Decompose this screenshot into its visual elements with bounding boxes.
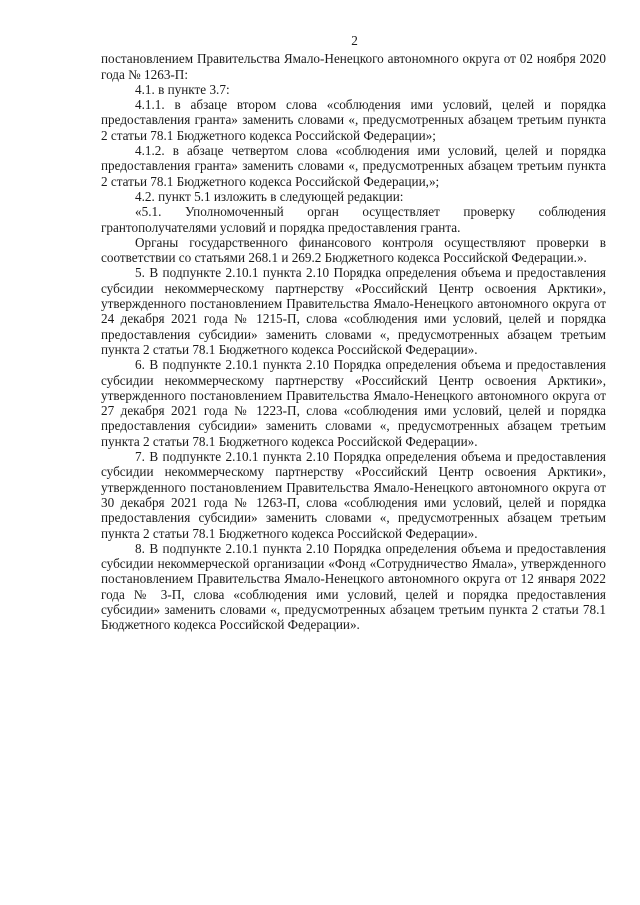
paragraph-10: 7. В подпункте 2.10.1 пункта 2.10 Порядка определения объема и предоставления субсидии некоммерческому партнерству «Российский Центр освоения Арктики», утвержденного постановлением Правительства Ямало-Ненецкого автономного округа от 30 декабря 2021 года № 1263-П, слова «соблюдения ими условий, целей и порядка предоставления субсидии» заменить словами «, предусмотренных абзацем третьим пункта 2 статьи 78.1 Бюджетного кодекса Российской Федерации». <box>101 449 606 541</box>
paragraph-9: 6. В подпункте 2.10.1 пункта 2.10 Порядка определения объема и предоставления субсидии некоммерческому партнерству «Российский Центр освоения Арктики», утвержденного постановлением Правительства Ямало-Ненецкого автономного округа от 27 декабря 2021 года № 1223-П, слова «соблюдения ими условий, целей и порядка предоставления субсидии» заменить словами «, предусмотренных абзацем третьим пункта 2 статьи 78.1 Бюджетного кодекса Российской Федерации». <box>101 357 606 449</box>
document-body <box>101 51 606 632</box>
page-number: 2 <box>351 33 358 48</box>
paragraph-8: 5. В подпункте 2.10.1 пункта 2.10 Порядка определения объема и предоставления субсидии некоммерческому партнерству «Российский Центр освоения Арктики», утвержденного постановлением Правительства Ямало-Ненецкого автономного округа от 24 декабря 2021 года № 1215-П, слова «соблюдения ими условий, целей и порядка предоставления субсидии» заменить словами «, предусмотренных абзацем третьим пункта 2 статьи 78.1 Бюджетного кодекса Российской Федерации». <box>101 265 606 357</box>
paragraph-3: 4.1.1. в абзаце втором слова «соблюдения ими условий, целей и порядка предоставления гранта» заменить словами «, предусмотренных абзацем третьим пункта 2 статьи 78.1 Бюджетного кодекса Российской Федерации»; <box>101 97 606 143</box>
paragraph-1: постановлением Правительства Ямало-Ненецкого автономного округа от 02 ноября 2020 года № 1263-П: <box>101 51 606 82</box>
paragraph-6: «5.1. Уполномоченный орган осуществляет проверку соблюдения грантополучателями условий и порядка предоставления гранта. <box>101 204 606 235</box>
paragraph-5: 4.2. пункт 5.1 изложить в следующей редакции: <box>135 188 404 204</box>
paragraph-4: 4.1.2. в абзаце четвертом слова «соблюдения ими условий, целей и порядка предоставления гранта» заменить словами «, предусмотренных абзацем третьим пункта 2 статьи 78.1 Бюджетного кодекса Российской Федерации,»; <box>101 143 606 189</box>
paragraph-2: 4.1. в пункте 3.7: <box>135 81 230 97</box>
paragraph-11: 8. В подпункте 2.10.1 пункта 2.10 Порядка определения объема и предоставления субсидии некоммерческой организации «Фонд «Сотрудничество Ямала», утвержденного постановлением Правительства Ямало-Ненецкого автономного округа от 12 января 2022 года № 3-П, слова «соблюдения ими условий, целей и порядка предоставления субсидии» заменить словами «, предусмотренных абзацем третьим пункта 2 статьи 78.1 Бюджетного кодекса Российской Федерации». <box>101 540 606 633</box>
paragraph-7: Органы государственного финансового контроля осуществляют проверки в соответствии со статьями 268.1 и 269.2 Бюджетного кодекса Российской Федерации.». <box>101 234 606 266</box>
